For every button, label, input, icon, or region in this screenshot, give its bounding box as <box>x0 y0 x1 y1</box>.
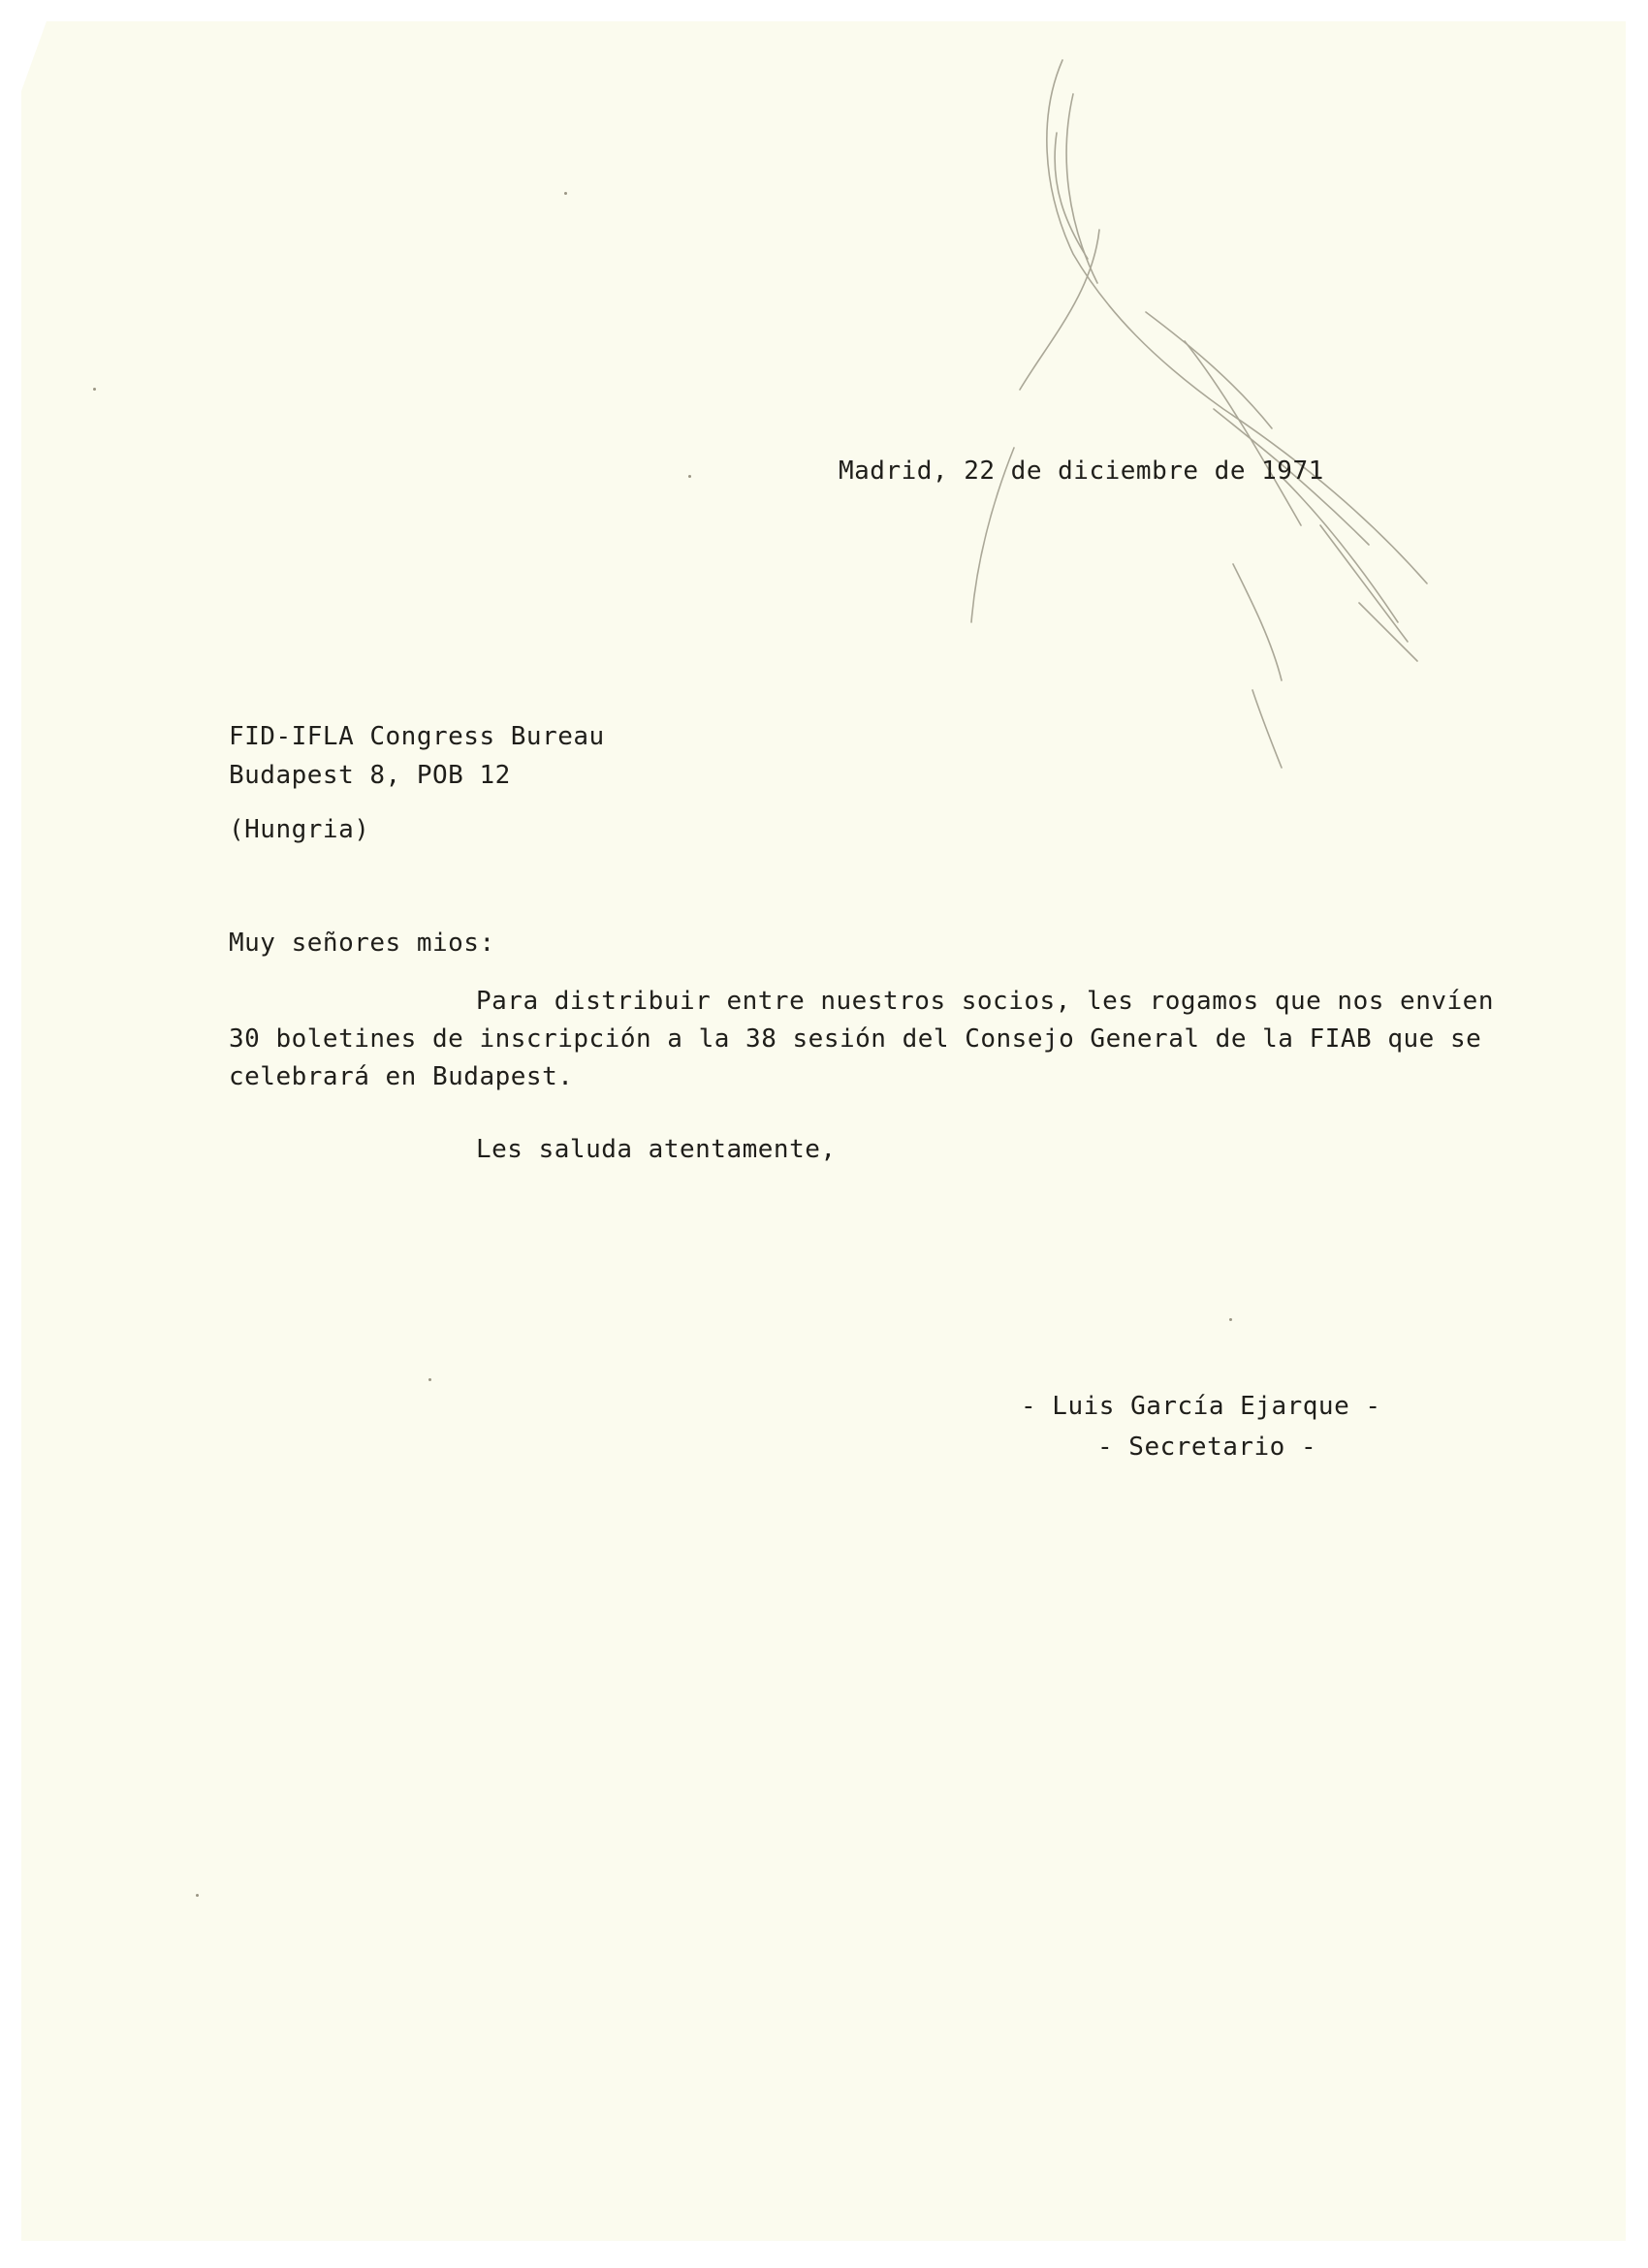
recipient-name: FID-IFLA Congress Bureau <box>229 722 605 751</box>
paper-speck <box>93 388 96 391</box>
signature-name: - Luis García Ejarque - <box>1021 1392 1381 1421</box>
paper-speck <box>1229 1318 1232 1321</box>
signature-title: - Secretario - <box>1097 1433 1317 1462</box>
paper-speck <box>688 475 691 478</box>
letter-date: Madrid, 22 de diciembre de 1971 <box>839 457 1324 486</box>
letter-page <box>21 21 1626 2241</box>
closing-line: Les saluda atentamente, <box>476 1135 837 1164</box>
paper-speck <box>564 192 567 195</box>
pencil-sketch-marks <box>21 21 1626 2241</box>
recipient-country: (Hungria) <box>229 815 370 844</box>
letter-body <box>229 983 1625 1096</box>
paper-speck <box>428 1378 431 1381</box>
paper-speck <box>196 1894 199 1897</box>
body-line: Para distribuir entre nuestros socios, les rogamos que nos envíen <box>476 987 1494 1016</box>
body-line: 30 boletines de inscripción a la 38 sesión del Consejo General de la FIAB que se <box>229 1024 1482 1054</box>
salutation: Muy señores mios: <box>229 929 495 958</box>
recipient-address: Budapest 8, POB 12 <box>229 761 511 790</box>
body-line: celebrará en Budapest. <box>229 1062 574 1091</box>
folded-corner <box>21 21 47 91</box>
